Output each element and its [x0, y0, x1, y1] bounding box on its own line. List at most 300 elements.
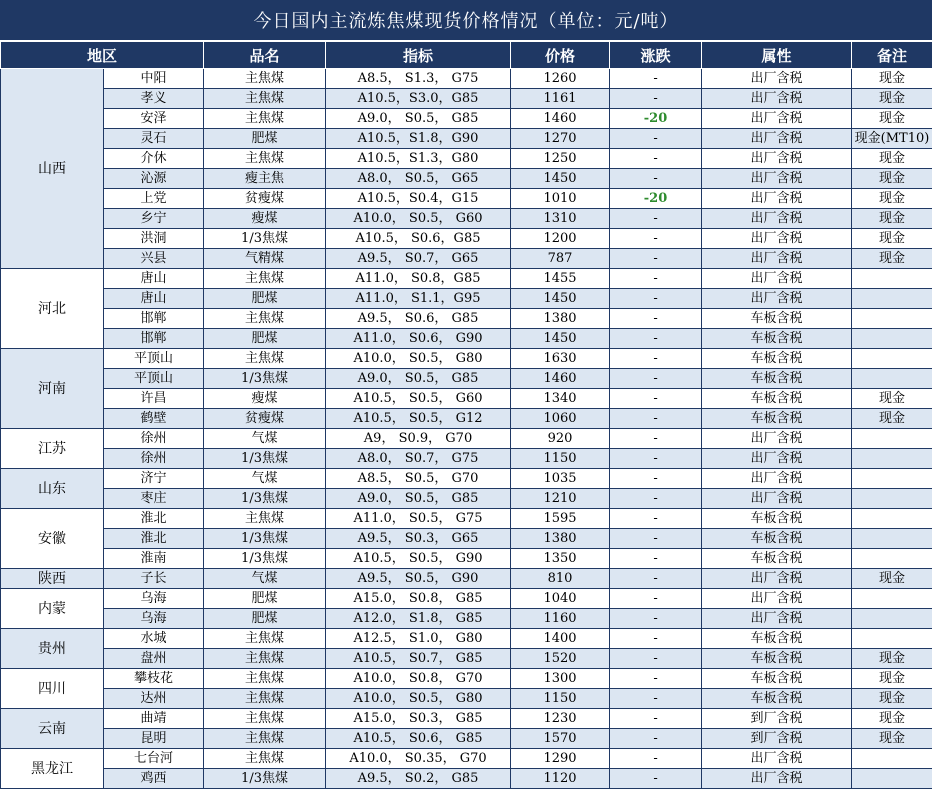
- change-cell: -: [610, 669, 702, 689]
- table-row: [1, 649, 932, 669]
- change-cell: -: [610, 589, 702, 609]
- city-cell: 乡宁: [104, 209, 204, 229]
- city-cell: 兴县: [104, 249, 204, 269]
- change-cell: -20: [610, 109, 702, 129]
- spec-cell: A11.0， S0.8，G85: [326, 269, 511, 289]
- note-cell: [852, 529, 932, 549]
- spec-cell: A10.0， S0.35， G70: [326, 749, 511, 769]
- table-row: [1, 109, 932, 129]
- note-cell: 现金: [852, 209, 932, 229]
- spec-cell: A9.5， S0.3， G65: [326, 529, 511, 549]
- attribute-cell: 车板含税: [702, 649, 852, 669]
- change-cell: -: [610, 209, 702, 229]
- region-cell: 河南: [1, 349, 104, 429]
- change-cell: -: [610, 509, 702, 529]
- product-cell: 瘦主焦: [204, 169, 326, 189]
- attribute-cell: 出厂含税: [702, 229, 852, 249]
- change-cell: -: [610, 649, 702, 669]
- note-cell: 现金: [852, 249, 932, 269]
- price-cell: 1520: [511, 649, 610, 669]
- change-cell: -: [610, 629, 702, 649]
- price-cell: 1150: [511, 449, 610, 469]
- attribute-cell: 出厂含税: [702, 609, 852, 629]
- city-cell: 淮北: [104, 509, 204, 529]
- spec-cell: A8.0， S0.5， G65: [326, 169, 511, 189]
- product-cell: 瘦煤: [204, 389, 326, 409]
- table-row: [1, 189, 932, 209]
- spec-cell: A11.0， S1.1，G95: [326, 289, 511, 309]
- spec-cell: A10.5， S0.5， G60: [326, 389, 511, 409]
- table-row: [1, 69, 932, 89]
- price-cell: 920: [511, 429, 610, 449]
- table-row: [1, 329, 932, 349]
- price-cell: 1200: [511, 229, 610, 249]
- price-cell: 1150: [511, 689, 610, 709]
- city-cell: 七台河: [104, 749, 204, 769]
- attribute-cell: 车板含税: [702, 509, 852, 529]
- city-cell: 鹤壁: [104, 409, 204, 429]
- table-row: [1, 289, 932, 309]
- product-cell: 贫瘦煤: [204, 409, 326, 429]
- city-cell: 许昌: [104, 389, 204, 409]
- price-cell: 1340: [511, 389, 610, 409]
- attribute-cell: 车板含税: [702, 629, 852, 649]
- city-cell: 唐山: [104, 289, 204, 309]
- header-note: 备注: [852, 42, 932, 69]
- price-cell: 1160: [511, 609, 610, 629]
- price-cell: 1260: [511, 69, 610, 89]
- change-cell: -: [610, 289, 702, 309]
- city-cell: 唐山: [104, 269, 204, 289]
- note-cell: 现金: [852, 569, 932, 589]
- product-cell: 肥煤: [204, 609, 326, 629]
- spec-cell: A10.0， S0.5， G80: [326, 689, 511, 709]
- note-cell: [852, 289, 932, 309]
- city-cell: 介休: [104, 149, 204, 169]
- table-row: [1, 269, 932, 289]
- table-row: [1, 769, 932, 789]
- region-cell: 安徽: [1, 509, 104, 569]
- region-cell: 河北: [1, 269, 104, 349]
- product-cell: 气精煤: [204, 249, 326, 269]
- header-change: 涨跌: [610, 42, 702, 69]
- header-product: 品名: [204, 42, 326, 69]
- table-row: [1, 129, 932, 149]
- region-cell: 四川: [1, 669, 104, 709]
- attribute-cell: 车板含税: [702, 689, 852, 709]
- note-cell: [852, 509, 932, 529]
- product-cell: 主焦煤: [204, 109, 326, 129]
- table-row: [1, 169, 932, 189]
- attribute-cell: 车板含税: [702, 409, 852, 429]
- note-cell: [852, 629, 932, 649]
- region-cell: 贵州: [1, 629, 104, 669]
- region-cell: 黑龙江: [1, 749, 104, 789]
- attribute-cell: 出厂含税: [702, 289, 852, 309]
- note-cell: 现金: [852, 389, 932, 409]
- change-cell: -: [610, 249, 702, 269]
- table-row: [1, 249, 932, 269]
- note-cell: 现金: [852, 149, 932, 169]
- product-cell: 主焦煤: [204, 649, 326, 669]
- note-cell: 现金(MT10): [852, 129, 932, 149]
- note-cell: 现金: [852, 649, 932, 669]
- price-cell: 1380: [511, 529, 610, 549]
- table-row: [1, 729, 932, 749]
- spec-cell: A9.5， S0.6， G85: [326, 309, 511, 329]
- city-cell: 攀枝花: [104, 669, 204, 689]
- city-cell: 徐州: [104, 429, 204, 449]
- price-cell: 1630: [511, 349, 610, 369]
- note-cell: [852, 349, 932, 369]
- product-cell: 主焦煤: [204, 669, 326, 689]
- product-cell: 肥煤: [204, 129, 326, 149]
- change-cell: -: [610, 769, 702, 789]
- city-cell: 子长: [104, 569, 204, 589]
- attribute-cell: 出厂含税: [702, 109, 852, 129]
- change-cell: -: [610, 729, 702, 749]
- table-row: [1, 89, 932, 109]
- note-cell: 现金: [852, 689, 932, 709]
- city-cell: 淮南: [104, 549, 204, 569]
- spec-cell: A10.5，S1.8，G90: [326, 129, 511, 149]
- attribute-cell: 出厂含税: [702, 189, 852, 209]
- note-cell: [852, 609, 932, 629]
- attribute-cell: 出厂含税: [702, 429, 852, 449]
- product-cell: 1/3焦煤: [204, 229, 326, 249]
- city-cell: 洪洞: [104, 229, 204, 249]
- note-cell: [852, 489, 932, 509]
- price-cell: 1570: [511, 729, 610, 749]
- change-cell: -: [610, 349, 702, 369]
- spec-cell: A9.0， S0.5， G85: [326, 369, 511, 389]
- price-cell: 1450: [511, 289, 610, 309]
- product-cell: 主焦煤: [204, 509, 326, 529]
- attribute-cell: 车板含税: [702, 389, 852, 409]
- page-title: 今日国内主流炼焦煤现货价格情况（单位：元/吨）: [0, 0, 932, 41]
- product-cell: 气煤: [204, 429, 326, 449]
- change-cell: -: [610, 329, 702, 349]
- table-row: [1, 749, 932, 769]
- change-cell: -: [610, 169, 702, 189]
- price-cell: 1595: [511, 509, 610, 529]
- note-cell: [852, 329, 932, 349]
- product-cell: 气煤: [204, 569, 326, 589]
- change-cell: -: [610, 529, 702, 549]
- price-cell: 1380: [511, 309, 610, 329]
- change-cell: -: [610, 429, 702, 449]
- table-row: [1, 489, 932, 509]
- price-cell: 1035: [511, 469, 610, 489]
- region-cell: 山西: [1, 69, 104, 269]
- table-row: [1, 549, 932, 569]
- price-cell: 1270: [511, 129, 610, 149]
- table-row: [1, 349, 932, 369]
- change-cell: -: [610, 469, 702, 489]
- attribute-cell: 出厂含税: [702, 569, 852, 589]
- note-cell: [852, 749, 932, 769]
- note-cell: 现金: [852, 669, 932, 689]
- change-cell: -: [610, 369, 702, 389]
- note-cell: [852, 369, 932, 389]
- change-cell: -: [610, 689, 702, 709]
- spec-cell: A15.0， S0.8， G85: [326, 589, 511, 609]
- change-cell: -20: [610, 189, 702, 209]
- attribute-cell: 出厂含税: [702, 589, 852, 609]
- table-row: [1, 149, 932, 169]
- table-row: [1, 569, 932, 589]
- spec-cell: A9.5， S0.7， G65: [326, 249, 511, 269]
- attribute-cell: 出厂含税: [702, 89, 852, 109]
- spec-cell: A8.5， S1.3， G75: [326, 69, 511, 89]
- city-cell: 邯郸: [104, 329, 204, 349]
- attribute-cell: 出厂含税: [702, 489, 852, 509]
- change-cell: -: [610, 549, 702, 569]
- note-cell: 现金: [852, 229, 932, 249]
- spec-cell: A10.5，S0.4，G15: [326, 189, 511, 209]
- table-row: [1, 229, 932, 249]
- city-cell: 乌海: [104, 609, 204, 629]
- spec-cell: A11.0， S0.5， G75: [326, 509, 511, 529]
- attribute-cell: 出厂含税: [702, 249, 852, 269]
- city-cell: 沁源: [104, 169, 204, 189]
- note-cell: [852, 769, 932, 789]
- spec-cell: A15.0， S0.3， G85: [326, 709, 511, 729]
- attribute-cell: 车板含税: [702, 369, 852, 389]
- table-body: [1, 69, 932, 789]
- change-cell: -: [610, 269, 702, 289]
- change-cell: -: [610, 129, 702, 149]
- change-cell: -: [610, 309, 702, 329]
- table-row: [1, 509, 932, 529]
- price-cell: 1210: [511, 489, 610, 509]
- spec-cell: A10.5，S3.0，G85: [326, 89, 511, 109]
- city-cell: 上党: [104, 189, 204, 209]
- city-cell: 盘州: [104, 649, 204, 669]
- change-cell: -: [610, 229, 702, 249]
- change-cell: -: [610, 89, 702, 109]
- price-cell: 1350: [511, 549, 610, 569]
- note-cell: 现金: [852, 69, 932, 89]
- table-row: [1, 469, 932, 489]
- attribute-cell: 车板含税: [702, 329, 852, 349]
- change-cell: -: [610, 749, 702, 769]
- spec-cell: A10.5， S0.6，G85: [326, 229, 511, 249]
- price-cell: 810: [511, 569, 610, 589]
- spec-cell: A9.5， S0.2， G85: [326, 769, 511, 789]
- change-cell: -: [610, 389, 702, 409]
- attribute-cell: 车板含税: [702, 529, 852, 549]
- change-cell: -: [610, 709, 702, 729]
- city-cell: 中阳: [104, 69, 204, 89]
- note-cell: 现金: [852, 109, 932, 129]
- price-cell: 1230: [511, 709, 610, 729]
- product-cell: 贫瘦煤: [204, 189, 326, 209]
- product-cell: 1/3焦煤: [204, 549, 326, 569]
- change-cell: -: [610, 609, 702, 629]
- city-cell: 鸡西: [104, 769, 204, 789]
- note-cell: [852, 309, 932, 329]
- product-cell: 主焦煤: [204, 69, 326, 89]
- change-cell: -: [610, 149, 702, 169]
- header-attribute: 属性: [702, 42, 852, 69]
- product-cell: 主焦煤: [204, 309, 326, 329]
- product-cell: 主焦煤: [204, 709, 326, 729]
- city-cell: 乌海: [104, 589, 204, 609]
- note-cell: [852, 429, 932, 449]
- price-cell: 1310: [511, 209, 610, 229]
- change-cell: -: [610, 69, 702, 89]
- product-cell: 主焦煤: [204, 749, 326, 769]
- spec-cell: A9， S0.9， G70: [326, 429, 511, 449]
- city-cell: 曲靖: [104, 709, 204, 729]
- attribute-cell: 到厂含税: [702, 709, 852, 729]
- header-region: 地区: [1, 42, 204, 69]
- city-cell: 孝义: [104, 89, 204, 109]
- attribute-cell: 出厂含税: [702, 469, 852, 489]
- price-cell: 787: [511, 249, 610, 269]
- spec-cell: A11.0， S0.6， G90: [326, 329, 511, 349]
- note-cell: [852, 449, 932, 469]
- table-row: [1, 709, 932, 729]
- table-row: [1, 689, 932, 709]
- spec-cell: A10.0， S0.5， G60: [326, 209, 511, 229]
- note-cell: 现金: [852, 729, 932, 749]
- city-cell: 安泽: [104, 109, 204, 129]
- city-cell: 达州: [104, 689, 204, 709]
- product-cell: 1/3焦煤: [204, 529, 326, 549]
- spec-cell: A10.5，S1.3，G80: [326, 149, 511, 169]
- attribute-cell: 车板含税: [702, 669, 852, 689]
- table-row: [1, 529, 932, 549]
- product-cell: 肥煤: [204, 329, 326, 349]
- table-row: [1, 609, 932, 629]
- note-cell: 现金: [852, 89, 932, 109]
- attribute-cell: 出厂含税: [702, 769, 852, 789]
- table-row: [1, 369, 932, 389]
- attribute-cell: 车板含税: [702, 549, 852, 569]
- change-cell: -: [610, 409, 702, 429]
- product-cell: 瘦煤: [204, 209, 326, 229]
- city-cell: 水城: [104, 629, 204, 649]
- region-cell: 云南: [1, 709, 104, 749]
- spec-cell: A12.0， S1.8， G85: [326, 609, 511, 629]
- spec-cell: A10.0， S0.5， G80: [326, 349, 511, 369]
- attribute-cell: 车板含税: [702, 349, 852, 369]
- table-row: [1, 309, 932, 329]
- note-cell: [852, 589, 932, 609]
- table-row: [1, 429, 932, 449]
- attribute-cell: 出厂含税: [702, 749, 852, 769]
- change-cell: -: [610, 489, 702, 509]
- product-cell: 主焦煤: [204, 689, 326, 709]
- price-cell: 1460: [511, 369, 610, 389]
- attribute-cell: 出厂含税: [702, 129, 852, 149]
- table-row: [1, 209, 932, 229]
- product-cell: 1/3焦煤: [204, 449, 326, 469]
- note-cell: 现金: [852, 169, 932, 189]
- product-cell: 主焦煤: [204, 149, 326, 169]
- region-cell: 陕西: [1, 569, 104, 589]
- city-cell: 枣庄: [104, 489, 204, 509]
- table-header-row: [1, 42, 932, 69]
- price-cell: 1300: [511, 669, 610, 689]
- table-row: [1, 449, 932, 469]
- city-cell: 灵石: [104, 129, 204, 149]
- attribute-cell: 出厂含税: [702, 209, 852, 229]
- table-row: [1, 389, 932, 409]
- product-cell: 主焦煤: [204, 729, 326, 749]
- note-cell: 现金: [852, 409, 932, 429]
- note-cell: [852, 549, 932, 569]
- note-cell: [852, 269, 932, 289]
- attribute-cell: 车板含税: [702, 309, 852, 329]
- city-cell: 济宁: [104, 469, 204, 489]
- table-row: [1, 669, 932, 689]
- product-cell: 主焦煤: [204, 269, 326, 289]
- price-cell: 1120: [511, 769, 610, 789]
- spec-cell: A8.5， S0.5， G70: [326, 469, 511, 489]
- attribute-cell: 出厂含税: [702, 449, 852, 469]
- spec-cell: A9.0， S0.5， G85: [326, 489, 511, 509]
- attribute-cell: 出厂含税: [702, 149, 852, 169]
- table-row: [1, 409, 932, 429]
- attribute-cell: 出厂含税: [702, 69, 852, 89]
- change-cell: -: [610, 569, 702, 589]
- header-price: 价格: [511, 42, 610, 69]
- price-cell: 1400: [511, 629, 610, 649]
- header-spec: 指标: [326, 42, 511, 69]
- price-cell: 1455: [511, 269, 610, 289]
- city-cell: 邯郸: [104, 309, 204, 329]
- city-cell: 平顶山: [104, 349, 204, 369]
- price-cell: 1250: [511, 149, 610, 169]
- product-cell: 1/3焦煤: [204, 769, 326, 789]
- price-table: [0, 41, 932, 789]
- price-cell: 1040: [511, 589, 610, 609]
- table-row: [1, 629, 932, 649]
- attribute-cell: 到厂含税: [702, 729, 852, 749]
- city-cell: 徐州: [104, 449, 204, 469]
- note-cell: [852, 469, 932, 489]
- product-cell: 主焦煤: [204, 629, 326, 649]
- note-cell: 现金: [852, 709, 932, 729]
- price-cell: 1290: [511, 749, 610, 769]
- region-cell: 山东: [1, 469, 104, 509]
- region-cell: 江苏: [1, 429, 104, 469]
- note-cell: 现金: [852, 189, 932, 209]
- price-cell: 1060: [511, 409, 610, 429]
- spec-cell: A10.5， S0.7， G85: [326, 649, 511, 669]
- price-cell: 1450: [511, 169, 610, 189]
- city-cell: 淮北: [104, 529, 204, 549]
- attribute-cell: 出厂含税: [702, 169, 852, 189]
- product-cell: 气煤: [204, 469, 326, 489]
- spec-cell: A8.0， S0.7， G75: [326, 449, 511, 469]
- spec-cell: A10.5， S0.5， G90: [326, 549, 511, 569]
- spec-cell: A9.0， S0.5， G85: [326, 109, 511, 129]
- product-cell: 主焦煤: [204, 349, 326, 369]
- spec-cell: A12.5， S1.0， G80: [326, 629, 511, 649]
- product-cell: 肥煤: [204, 589, 326, 609]
- price-cell: 1010: [511, 189, 610, 209]
- spec-cell: A10.0， S0.8， G70: [326, 669, 511, 689]
- spec-cell: A10.5， S0.5， G12: [326, 409, 511, 429]
- price-cell: 1460: [511, 109, 610, 129]
- price-cell: 1161: [511, 89, 610, 109]
- spec-cell: A10.5， S0.6， G85: [326, 729, 511, 749]
- product-cell: 1/3焦煤: [204, 369, 326, 389]
